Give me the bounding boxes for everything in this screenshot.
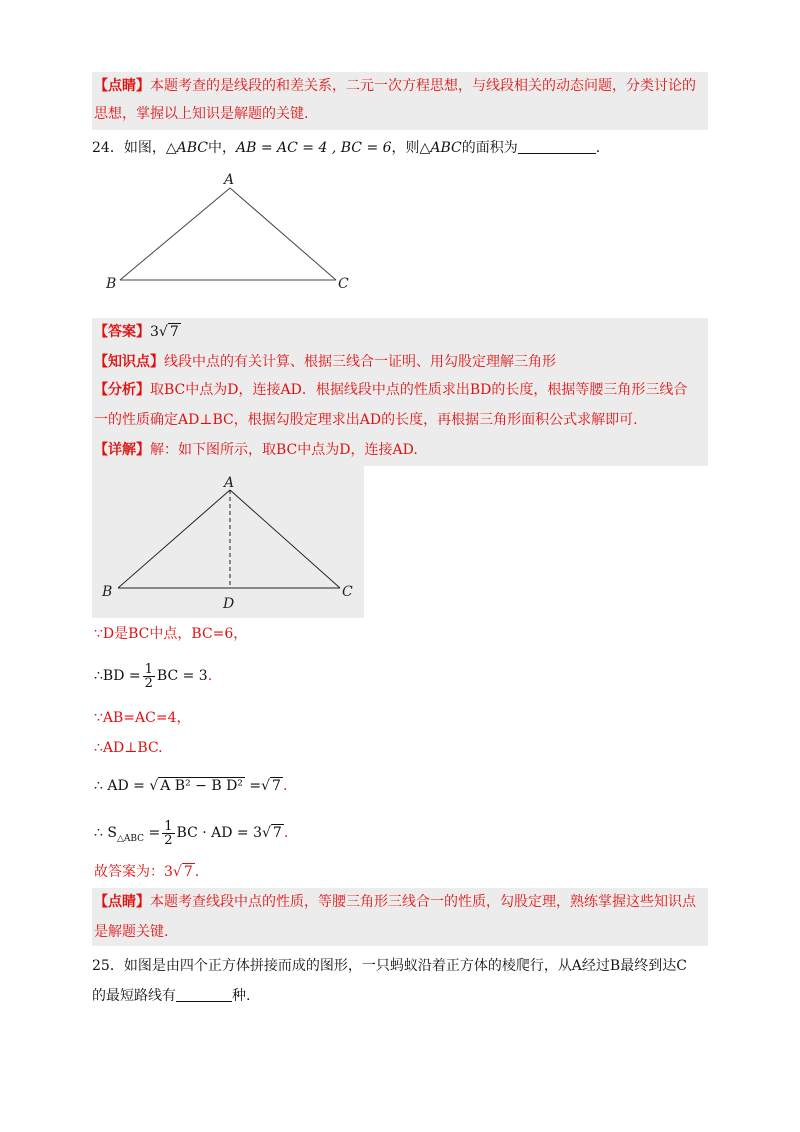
vertex-label-b: B xyxy=(102,584,113,600)
q24-prefix: 24．如图， xyxy=(92,140,166,156)
vertex-label-a: A xyxy=(224,475,235,491)
analysis-line-1 xyxy=(94,380,687,400)
step-2-lhs: ∴BD = xyxy=(94,668,141,684)
numerator: 1 xyxy=(164,818,173,834)
step-6-value: 7 xyxy=(272,825,282,841)
dianjing-1-line-1 xyxy=(94,76,696,96)
dianjing-2-tag: 【点睛】 xyxy=(94,894,150,910)
step-5-value: 7 xyxy=(272,778,281,794)
question-25-line-1: 25．如图是由四个正方体拼接而成的图形，一只蚂蚁沿着正方体的棱爬行，从A经过B最终到达C xyxy=(92,958,687,974)
step-4: ∴AD⊥BC. xyxy=(94,740,163,756)
step-6-eq: = xyxy=(148,825,161,841)
q24-zhong: 中， xyxy=(207,140,236,156)
step-5-radicand: A B² − B D² xyxy=(160,778,243,794)
edge-ab xyxy=(120,188,230,280)
dianjing-1-text-1: 本题考查的是线段的和差关系，二元一次方程思想，与线段相关的动态问题，分类讨论的 xyxy=(150,78,696,94)
answer-blank xyxy=(518,139,596,154)
detail-text: 解：如下图所示，取BC中点为D，连接AD. xyxy=(150,442,418,458)
step-6 xyxy=(94,818,288,848)
analysis-text-1: 取BC中点为D，连接AD．根据线段中点的性质求出BD的长度，根据等腰三角形三线合 xyxy=(150,382,688,398)
dianjing-2-text-1: 本题考查线段中点的性质，等腰三角形三线合一的性质，勾股定理，熟练掌握这些知识点 xyxy=(150,894,696,910)
knowledge-line xyxy=(94,352,556,372)
triangle-figure-1 xyxy=(100,168,360,298)
denominator: 2 xyxy=(164,832,173,848)
analysis-tag: 【分析】 xyxy=(94,382,150,398)
step-5-lhs: ∴ AD = xyxy=(94,778,145,794)
step-2-rhs: BC = 3 xyxy=(156,668,208,684)
final-answer-dot: . xyxy=(194,864,200,880)
answer-blank xyxy=(176,987,232,1002)
q25-text-b: 种. xyxy=(232,988,251,1004)
answer-line xyxy=(94,322,181,342)
denominator: 2 xyxy=(144,675,153,691)
dianjing-2-line-1 xyxy=(94,892,696,912)
vertex-label-c: C xyxy=(338,276,349,292)
q24-ze: ，则 xyxy=(391,140,420,156)
analysis-line-2: 一的性质确定AD⊥BC，根据勾股定理求出AD的长度，再根据三角形面积公式求解即可. xyxy=(94,412,638,428)
final-answer-text: 故答案为：3 xyxy=(94,864,173,880)
fraction xyxy=(143,663,155,690)
sqrt-icon: √ xyxy=(262,825,271,841)
dianjing-2-line-2: 是解题关键. xyxy=(94,924,169,940)
answer-coef: 3 xyxy=(150,324,159,340)
edge-ab xyxy=(118,490,230,588)
q25-text-a: 的最短路线有 xyxy=(92,988,176,1004)
step-5 xyxy=(94,776,287,796)
triangle-symbol-icon: △ xyxy=(419,140,431,156)
step-5-dot: . xyxy=(282,778,288,794)
step-3: ∵AB=AC=4， xyxy=(94,710,191,726)
sqrt-icon: √ xyxy=(149,778,159,794)
detail-tag: 【详解】 xyxy=(94,442,150,458)
question-25-line-2 xyxy=(92,986,250,1006)
step-2 xyxy=(94,662,212,690)
knowledge-text: 线段中点的有关计算、根据三线合一证明、用勾股定理解三角形 xyxy=(164,354,556,370)
detail-line xyxy=(94,440,418,460)
answer-tag: 【答案】 xyxy=(94,324,150,340)
step-5-eq: = xyxy=(249,778,262,794)
q24-abc-2: ABC xyxy=(430,140,462,156)
vertex-label-d: D xyxy=(223,596,235,612)
edge-ac xyxy=(230,188,336,280)
sqrt-icon: √ xyxy=(172,864,182,880)
answer-radicand: 7 xyxy=(169,324,179,340)
step-6-dot: . xyxy=(283,825,289,841)
vertex-label-a: A xyxy=(224,172,235,188)
q24-end: . xyxy=(595,140,601,156)
q24-area-text: 的面积为 xyxy=(461,140,518,156)
edge-ac xyxy=(230,490,340,588)
dianjing-1-tag: 【点睛】 xyxy=(94,78,150,94)
step-1: ∵D是BC中点，BC=6， xyxy=(94,626,248,642)
sqrt-icon: √ xyxy=(158,324,168,340)
vertex-label-b: B xyxy=(106,276,117,292)
step-6-subscript: △ABC xyxy=(116,833,145,844)
step-2-dot: . xyxy=(207,668,213,684)
fraction xyxy=(162,820,174,847)
knowledge-tag: 【知识点】 xyxy=(94,354,164,370)
question-24 xyxy=(92,138,600,158)
vertex-label-c: C xyxy=(342,584,353,600)
numerator: 1 xyxy=(144,661,153,677)
q24-abc-1: ABC xyxy=(176,140,208,156)
dianjing-1-line-2: 思想，掌握以上知识是解题的关键. xyxy=(94,106,309,122)
q24-eq-1: AB = AC = 4 , xyxy=(235,140,337,156)
final-answer xyxy=(94,862,199,882)
sqrt-icon: √ xyxy=(261,778,271,794)
q24-eq-2: BC = 6 xyxy=(340,140,392,156)
step-6-mid: BC · AD = 3 xyxy=(176,825,262,841)
triangle-symbol-icon: △ xyxy=(165,140,177,156)
final-answer-value: 7 xyxy=(183,864,193,880)
triangle-figure-2 xyxy=(96,470,360,614)
step-6-lhs: ∴ S xyxy=(94,825,117,841)
